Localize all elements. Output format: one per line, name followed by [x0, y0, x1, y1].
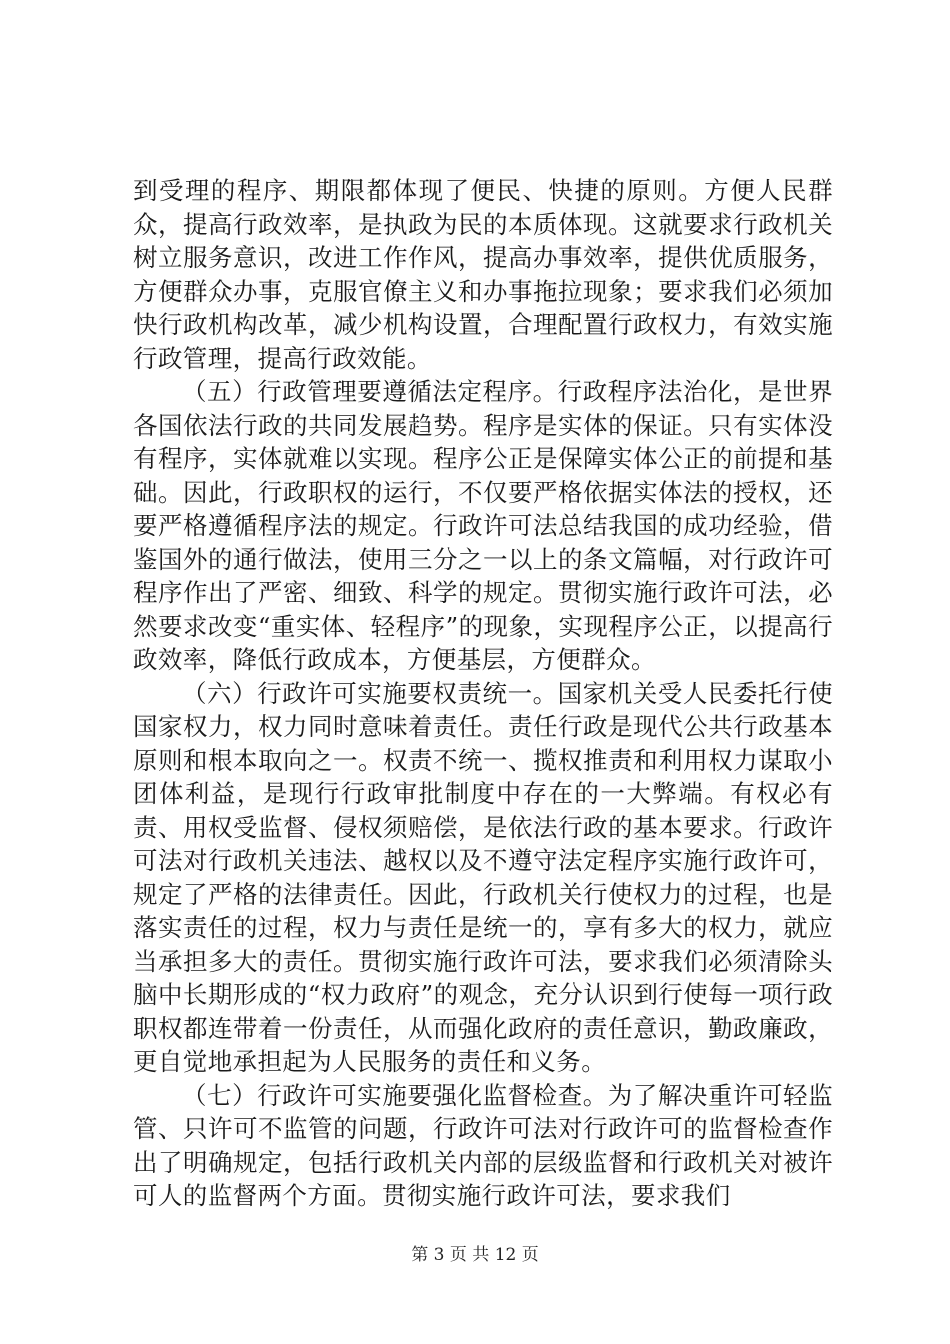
- page-number-footer: 第 3 页 共 12 页: [411, 1245, 539, 1265]
- paragraph-section-5: （五）行政管理要遵循法定程序。行政程序法治化，是世界各国依法行政的共同发展趋势。程序是实体的保证。只有实体没有程序，实体就难以实现。程序公正是保障实体公正的前提和基础。因此，行政职权的运行，不仅要严格依据实体法的授权，还要严格遵循程序法的规定。行政许可法总结我国的成功经验，借鉴国外的通行做法，使用三分之一以上的条文篇幅，对行政许可程序作出了严密、细致、科学的规定。贯彻实施行政许可法，必然要求改变“重实体、轻程序”的现象，实现程序公正，以提高行政效率，降低行政成本，方便基层，方便群众。: [133, 377, 833, 674]
- paragraph-continuation: 到受理的程序、期限都体现了便民、快捷的原则。方便人民群众，提高行政效率，是执政为民的本质体现。这就要求行政机关树立服务意识，改进工作作风，提高办事效率，提供优质服务，方便群众办事，克服官僚主义和办事拖拉现象；要求我们必须加快行政机构改革，减少机构设置，合理配置行政权力，有效实施行政管理，提高行政效能。: [133, 176, 833, 373]
- paragraph-section-7: （七）行政许可实施要强化监督检查。为了解决重许可轻监管、只许可不监管的问题，行政许可法对行政许可的监督检查作出了明确规定，包括行政机关内部的层级监督和行政机关对被许可人的监督两个方面。贯彻实施行政许可法，要求我们: [133, 1080, 833, 1210]
- paragraph-section-6: （六）行政许可实施要权责统一。国家机关受人民委托行使国家权力，权力同时意味着责任。责任行政是现代公共行政基本原则和根本取向之一。权责不统一、揽权推责和利用权力谋取小团体利益，是现行行政审批制度中存在的一大弊端。有权必有责、用权受监督、侵权须赔偿，是依法行政的基本要求。行政许可法对行政机关违法、越权以及不遵守法定程序实施行政许可，规定了严格的法律责任。因此，行政机关行使权力的过程，也是落实责任的过程，权力与责任是统一的，享有多大的权力，就应当承担多大的责任。贯彻实施行政许可法，要求我们必须清除头脑中长期形成的“权力政府”的观念，充分认识到行使每一项行政职权都连带着一份责任，从而强化政府的责任意识，勤政廉政，更自觉地承担起为人民服务的责任和义务。: [133, 678, 833, 1076]
- document-body: [133, 174, 833, 1213]
